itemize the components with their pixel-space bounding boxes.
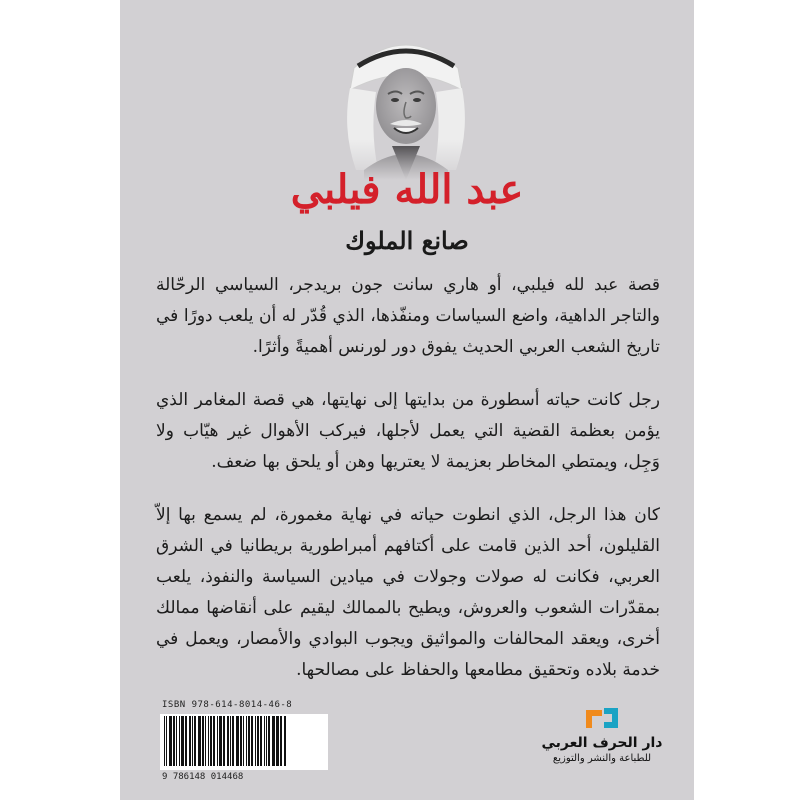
barcode-bar [192,716,193,766]
barcode-bar [208,716,209,766]
barcode-bar [164,716,165,766]
barcode-bar [280,716,282,766]
barcode-bar [236,716,239,766]
author-portrait [336,20,476,180]
barcode-bar [189,716,191,766]
book-back-cover [120,0,694,800]
barcode-bar [248,716,250,766]
isbn-barcode [160,700,330,792]
barcode-bar [276,716,279,766]
barcode-bar [284,716,286,766]
barcode-bar [246,716,247,766]
barcode-bar [219,716,222,766]
isbn-number: 9 786148 014468 [162,772,244,782]
barcode-bar [232,716,234,766]
book-title: عبد الله فيلبي [290,166,524,213]
barcode-bar [210,716,212,766]
barcode-bar [227,716,229,766]
barcode-bar [198,716,201,766]
barcode-bar [266,716,267,766]
publisher-logo-icon [580,704,624,734]
barcode-bar [181,716,184,766]
barcode-bar [255,716,256,766]
barcode-bar [217,716,218,766]
barcode-bar [243,716,244,766]
barcode-bar [166,716,167,766]
barcode-bar [230,716,231,766]
barcode-bar [185,716,187,766]
barcode-bar [179,716,180,766]
isbn-label: ISBN 978-614-8014-46-8 [162,700,293,710]
barcode-bar [223,716,225,766]
barcode-bar [257,716,259,766]
barcode-bar [169,716,172,766]
publisher-name: دار الحرف العربي [541,735,663,751]
book-subtitle: صانع الملوك [345,226,469,255]
blurb [156,270,660,708]
barcode-bar [260,716,262,766]
barcode-bar [240,716,242,766]
barcode-bar [272,716,275,766]
barcode-bar [202,716,204,766]
blurb-paragraph: قصة عبد لله فيلبي، أو هاري سانت جون بريدجر، السياسي الرحّالة والتاجر الداهية، واضع السياسات ومنفّذها، الذي قُدّر له أن يلعب دورًا في تاريخ الشعب العربي الحديث يفوق دور لورنس أهميةً وأثرًا. [156,275,660,357]
barcode-bar [213,716,215,766]
barcode-bars [160,714,328,770]
publisher-tagline: للطباعة والنشر والتوزيع [552,753,652,764]
blurb-paragraph: كان هذا الرجل، الذي انطوت حياته في نهاية مغمورة، لم يسمع بها إلاّ القليلون، أحد الذين قامت على أكتافهم أمبراطورية بريطانيا في الشرق العربي، فكانت له صولات وجولات في ميادين السياسة والنفوذ، يلعب بمقدّرات الشعوب والعروش، ويطيح بالممالك ليقيم على أنقاضها ممالك أخرى، ويعقد المحالفات والمواثيق ويجوب البوادي والأمصار، ويعمل في خدمة بلاده وتحقيق مطامعها والحفاظ على مصالحها. [156,505,660,680]
barcode-bar [264,716,265,766]
barcode-bar [268,716,270,766]
barcode-bar [194,716,196,766]
publisher-block [532,704,672,774]
barcode-bar [176,716,177,766]
barcode-bar [205,716,206,766]
barcode-bar [251,716,253,766]
barcode-bar [173,716,175,766]
blurb-paragraph: رجل كانت حياته أسطورة من بدايتها إلى نهايتها، هي قصة المغامر الذي يؤمن بعظمة القضية التي يعمل لأجلها، فيركب الأهوال غير هيّاب ولا وَجِل، ويمتطي المخاطر بعزيمة لا يعتريها وهن أو يلحق بها ضعف. [156,390,660,472]
